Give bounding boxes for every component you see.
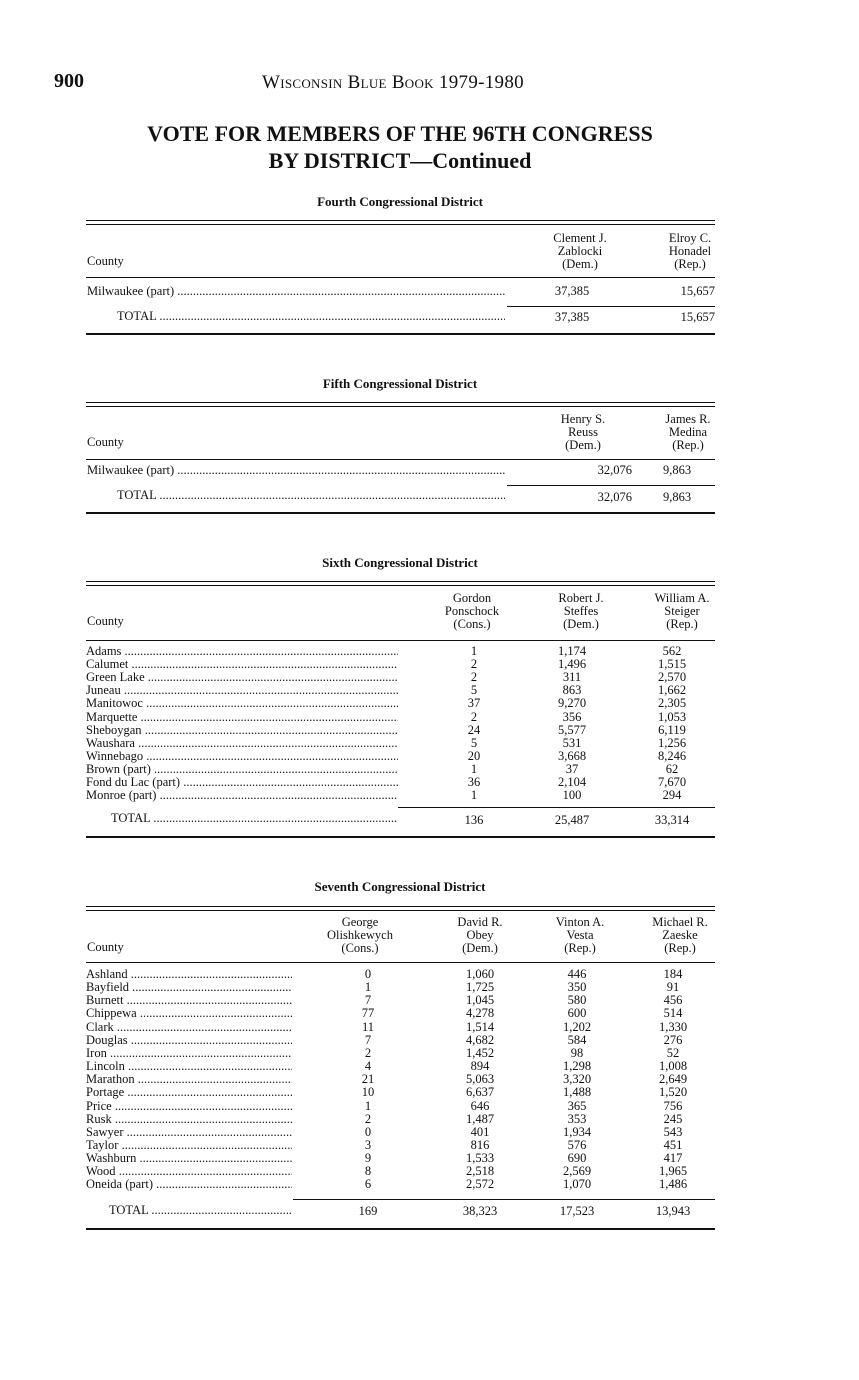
vote-count: 1 [364, 1098, 372, 1113]
vote-count: 1,488 [562, 1085, 592, 1100]
county-name: Chippewa [86, 1007, 137, 1021]
candidate-party: (Rep.) [672, 438, 704, 452]
vote-count: 514 [663, 1006, 683, 1021]
candidate-last-name: Honadel [668, 244, 712, 258]
total-vote-count: 15,657 [680, 310, 715, 324]
total-vote-count: 37,385 [554, 310, 590, 324]
vote-count: 1 [470, 644, 478, 658]
candidate-first-name: James R. [665, 412, 711, 426]
rule [86, 640, 715, 641]
candidate-header [632, 592, 732, 631]
vote-count: 1,045 [465, 993, 495, 1008]
rule [293, 1199, 715, 1200]
vote-count: 6,119 [658, 722, 686, 737]
county-name: Price [86, 1099, 112, 1113]
county-name: Green Lake [86, 671, 145, 685]
county-column-header: County [87, 614, 124, 628]
candidate-first-name: George [341, 915, 379, 929]
county-name: Wood [86, 1165, 116, 1179]
vote-count: 1,070 [562, 1177, 592, 1192]
total-vote-count: 25,487 [554, 813, 590, 827]
vote-count: 1,934 [562, 1124, 592, 1139]
vote-count: 10 [361, 1085, 375, 1100]
vote-count: 5,577 [557, 722, 587, 737]
vote-count: 365 [567, 1098, 587, 1113]
county-name: Bayfield [86, 981, 130, 995]
county-name: Monroe (part) [86, 789, 157, 803]
candidate-last-name: Olishkewych [327, 928, 393, 942]
total-vote-count: 136 [464, 813, 484, 827]
rule [86, 402, 715, 403]
candidate-header [305, 916, 415, 955]
candidate-first-name: Clement J. [553, 231, 607, 245]
vote-count: 5 [470, 735, 478, 750]
candidate-header [422, 592, 522, 631]
vote-count: 1,662 [657, 683, 687, 698]
county-name: Juneau [86, 684, 121, 698]
vote-count: 0 [364, 1124, 372, 1139]
vote-count: 20 [467, 748, 481, 763]
vote-count: 816 [470, 1137, 490, 1152]
vote-count: 1,053 [657, 709, 687, 724]
vote-count: 11 [361, 1019, 375, 1034]
candidate-party: (Rep.) [664, 941, 696, 955]
vote-count: 2 [470, 709, 478, 724]
vote-count: 9,270 [557, 696, 587, 711]
vote-count: 1,514 [465, 1019, 495, 1034]
vote-count: 5,063 [465, 1072, 495, 1087]
candidate-last-name: Ponschock [444, 604, 500, 618]
county-name: Rusk [86, 1112, 112, 1126]
vote-count: 37 [565, 761, 579, 776]
page-title-line2: BY DISTRICT—Continued [268, 148, 532, 173]
vote-count: 9 [364, 1151, 372, 1166]
candidate-last-name: Zaeske [662, 928, 698, 942]
county-name: Waushara [86, 736, 135, 750]
candidate-first-name: Michael R. [652, 915, 708, 929]
rule [86, 277, 715, 278]
vote-count: 1,515 [657, 657, 687, 672]
vote-count: 356 [562, 709, 582, 724]
county-name: Oneida (part) [86, 1178, 153, 1192]
rule [86, 224, 715, 225]
county-name: Marquette [86, 710, 138, 724]
vote-count: 7 [364, 993, 372, 1008]
vote-count: 576 [567, 1137, 587, 1152]
county-name: Sheboygan [86, 723, 142, 737]
vote-count: 15,657 [680, 284, 715, 298]
vote-count: 2,518 [465, 1164, 495, 1179]
total-label: TOTAL [111, 812, 151, 825]
vote-count: 3,320 [562, 1072, 592, 1087]
county-name: Brown (part) [86, 762, 151, 776]
county-name: Clark [86, 1020, 114, 1034]
county-column-header: County [87, 940, 124, 954]
vote-count: 21 [361, 1072, 375, 1087]
rule [86, 581, 715, 582]
vote-count: 446 [567, 967, 587, 981]
rule [86, 512, 715, 514]
page-number: 900 [54, 70, 84, 92]
candidate-last-name: Steffes [563, 604, 599, 618]
vote-count: 77 [361, 1006, 375, 1021]
vote-count: 1,202 [562, 1019, 592, 1034]
candidate-first-name: David R. [457, 915, 503, 929]
vote-count: 37,385 [554, 284, 590, 298]
vote-count: 2,570 [657, 670, 687, 685]
vote-count: 100 [562, 788, 582, 803]
vote-count: 1,256 [657, 735, 687, 750]
rule [507, 306, 715, 307]
vote-count: 7,670 [657, 775, 687, 789]
page-title-line1: VOTE FOR MEMBERS OF THE 96TH CONGRESS [147, 121, 653, 146]
total-label: TOTAL [117, 310, 157, 323]
vote-count: 311 [562, 670, 582, 685]
candidate-party: (Cons.) [453, 617, 491, 631]
vote-count: 276 [663, 1032, 683, 1047]
vote-count: 646 [470, 1098, 490, 1113]
vote-count: 600 [567, 1006, 587, 1021]
vote-count: 863 [562, 683, 582, 698]
vote-count: 37 [467, 696, 481, 711]
county-name: Burnett [86, 994, 124, 1008]
vote-count: 24 [467, 722, 481, 737]
vote-count: 562 [662, 644, 682, 658]
county-name: Milwaukee (part) [87, 285, 175, 298]
vote-count: 451 [663, 1137, 683, 1152]
rule [86, 333, 715, 335]
candidate-first-name: Gordon [452, 591, 492, 605]
candidate-header [531, 592, 631, 631]
vote-count: 6 [364, 1177, 372, 1192]
candidate-party: (Dem.) [562, 257, 598, 271]
rule [86, 1228, 715, 1230]
rule [507, 485, 715, 486]
rule [86, 406, 715, 407]
total-vote-count: 169 [358, 1204, 378, 1218]
vote-count: 1,298 [562, 1059, 592, 1074]
vote-count: 6,637 [465, 1085, 495, 1100]
district-title: Sixth Congressional District [322, 555, 478, 570]
vote-count: 1,174 [557, 644, 587, 658]
vote-count: 2,649 [658, 1072, 688, 1087]
vote-count: 1,486 [658, 1177, 688, 1192]
county-name: Milwaukee (part) [87, 464, 175, 477]
county-name: Fond du Lac (part) [86, 776, 181, 789]
candidate-last-name: Zablocki [557, 244, 603, 258]
vote-count: 184 [663, 967, 683, 981]
total-vote-count: 13,943 [655, 1204, 691, 1218]
rule [86, 962, 715, 963]
candidate-party: (Dem.) [462, 941, 498, 955]
vote-count: 2,305 [657, 696, 687, 711]
candidate-first-name: Henry S. [560, 412, 606, 426]
vote-count: 8 [364, 1164, 372, 1179]
vote-count: 7 [364, 1032, 372, 1047]
vote-count: 5 [470, 683, 478, 698]
county-name: Manitowoc [86, 697, 143, 711]
county-name: Marathon [86, 1073, 135, 1087]
county-name: Ashland [86, 968, 128, 981]
vote-count: 98 [570, 1045, 584, 1060]
vote-count: 1,330 [658, 1019, 688, 1034]
district-title: Fifth Congressional District [322, 376, 478, 391]
vote-count: 1,496 [557, 657, 587, 672]
running-head-text: Wisconsin Blue Book 1979-1980 [262, 72, 524, 93]
vote-count: 350 [567, 980, 587, 995]
county-name: Douglas [86, 1033, 128, 1047]
total-label: TOTAL [109, 1204, 149, 1217]
vote-count: 894 [470, 1059, 490, 1074]
candidate-header [533, 413, 633, 452]
county-name: Taylor [86, 1138, 119, 1152]
candidate-last-name: Steiger [664, 604, 700, 618]
vote-count: 2,572 [465, 1177, 495, 1192]
rule [86, 585, 715, 586]
county-column-header: County [87, 435, 124, 449]
vote-count: 1,533 [465, 1151, 495, 1166]
county-column-header: County [87, 254, 124, 268]
vote-count: 584 [567, 1032, 587, 1047]
candidate-last-name: Obey [466, 928, 494, 942]
candidate-header [530, 916, 630, 955]
county-name: Sawyer [86, 1125, 124, 1139]
candidate-party: (Cons.) [341, 941, 379, 955]
vote-count: 4 [364, 1059, 372, 1074]
vote-count: 1,452 [465, 1045, 495, 1060]
vote-count: 4,278 [465, 1006, 495, 1021]
vote-count: 4,682 [465, 1032, 495, 1047]
vote-count: 1,487 [465, 1111, 495, 1126]
vote-count: 8,246 [657, 748, 687, 763]
vote-count: 531 [562, 735, 582, 750]
total-vote-count: 33,314 [654, 813, 690, 827]
candidate-header [630, 916, 730, 955]
candidate-party: (Dem.) [563, 617, 599, 631]
county-name: Lincoln [86, 1060, 125, 1074]
candidate-first-name: William A. [654, 591, 710, 605]
total-vote-count: 9,863 [662, 490, 692, 504]
county-name: Washburn [86, 1152, 137, 1166]
vote-count: 1 [364, 980, 372, 995]
vote-count: 1 [470, 788, 478, 803]
vote-count: 2,104 [557, 775, 587, 789]
rule [86, 910, 715, 911]
vote-count: 245 [663, 1111, 683, 1126]
vote-count: 401 [470, 1124, 490, 1139]
candidate-party: (Rep.) [666, 617, 698, 631]
total-vote-count: 17,523 [559, 1204, 595, 1218]
candidate-last-name: Medina [668, 425, 708, 439]
candidate-first-name: Robert J. [558, 591, 604, 605]
vote-count: 1,008 [658, 1059, 688, 1074]
vote-count: 417 [663, 1151, 683, 1166]
vote-count: 456 [663, 993, 683, 1008]
vote-count: 3 [364, 1137, 372, 1152]
rule [86, 220, 715, 221]
rule [398, 807, 715, 808]
county-name: Iron [86, 1046, 107, 1060]
county-name: Portage [86, 1086, 125, 1100]
vote-count: 2 [364, 1111, 372, 1126]
rule [86, 906, 715, 907]
total-label: TOTAL [117, 489, 157, 502]
candidate-header [638, 413, 738, 452]
candidate-party: (Dem.) [565, 438, 601, 452]
vote-count: 1,965 [658, 1164, 688, 1179]
candidate-first-name: Vinton A. [555, 915, 605, 929]
vote-count: 2 [364, 1045, 372, 1060]
candidate-header [640, 232, 740, 271]
total-vote-count: 32,076 [597, 490, 632, 504]
candidate-last-name: Vesta [566, 928, 594, 942]
vote-count: 2 [470, 670, 478, 685]
vote-count: 52 [666, 1045, 680, 1060]
vote-count: 3,668 [557, 748, 587, 763]
candidate-party: (Rep.) [564, 941, 596, 955]
district-title: Seventh Congressional District [314, 879, 486, 894]
vote-count: 353 [567, 1111, 587, 1126]
vote-count: 1,520 [658, 1085, 688, 1100]
total-vote-count: 38,323 [462, 1204, 498, 1218]
vote-count: 580 [567, 993, 587, 1008]
county-name: Calumet [86, 658, 129, 672]
rule [86, 459, 715, 460]
vote-count: 756 [663, 1098, 683, 1113]
candidate-header [530, 232, 630, 271]
vote-count: 1 [470, 761, 478, 776]
candidate-party: (Rep.) [674, 257, 706, 271]
candidate-header [430, 916, 530, 955]
vote-count: 32,076 [597, 463, 632, 477]
vote-count: 2 [470, 657, 478, 672]
rule [86, 836, 715, 838]
vote-count: 690 [567, 1151, 587, 1166]
vote-count: 9,863 [662, 463, 692, 477]
vote-count: 0 [364, 967, 372, 981]
district-title: Fourth Congressional District [317, 194, 483, 209]
vote-count: 1,725 [465, 980, 495, 995]
vote-count: 91 [666, 980, 680, 995]
vote-count: 2,569 [562, 1164, 592, 1179]
running-head [262, 72, 524, 94]
vote-count: 62 [665, 761, 679, 776]
vote-count: 543 [663, 1124, 683, 1139]
county-name: Winnebago [86, 749, 144, 763]
candidate-last-name: Reuss [568, 425, 598, 439]
vote-count: 1,060 [465, 967, 495, 981]
candidate-first-name: Elroy C. [668, 231, 712, 245]
vote-count: 294 [662, 788, 682, 803]
vote-count: 36 [467, 775, 481, 789]
county-name: Adams [86, 645, 122, 658]
